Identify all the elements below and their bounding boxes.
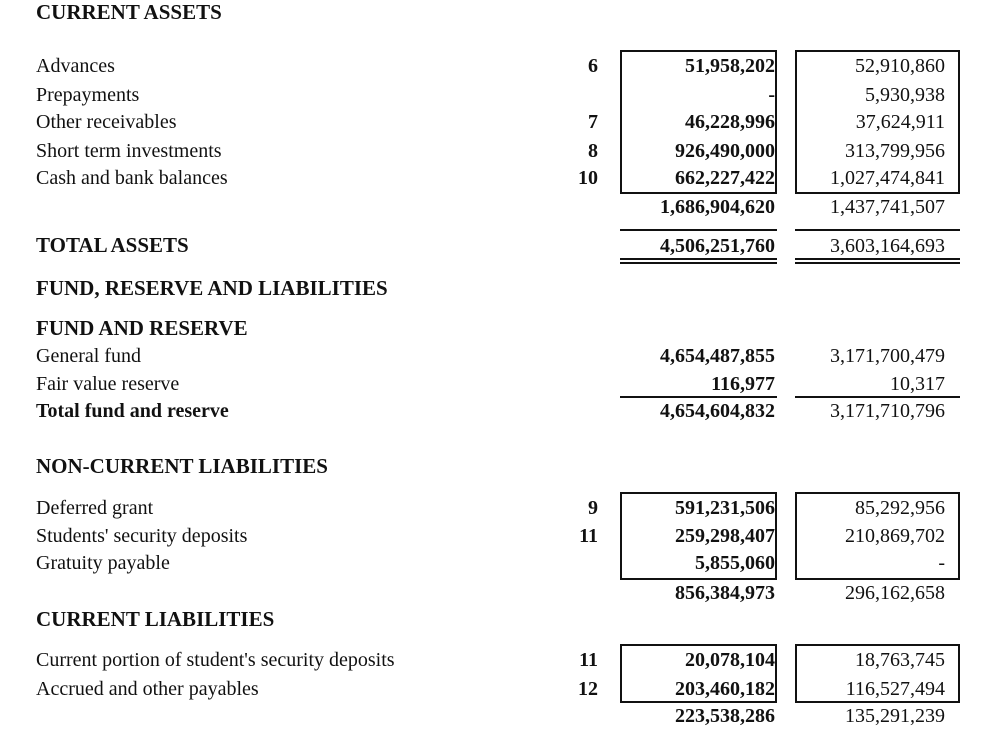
total-fund-reserve-value-prior: 3,171,710,796 [830,400,945,422]
total-fund-reserve-label: Total fund and reserve [36,400,229,422]
row-note: 6 [588,55,598,77]
row-value-prior: 5,930,938 [865,84,945,106]
subtotal-value-prior: 296,162,658 [845,582,945,604]
row-value-current: 259,298,407 [675,525,775,547]
subtotal-rule [795,396,960,398]
row-note: 9 [588,497,598,519]
subtotal-value-current: 223,538,286 [675,705,775,727]
row-label: Advances [36,55,115,77]
fund-and-reserve-heading: FUND AND RESERVE [36,316,248,340]
row-note: 12 [578,678,598,700]
row-value-prior: 116,527,494 [845,678,945,700]
row-label: General fund [36,345,141,367]
row-value-current: 4,654,487,855 [660,345,775,367]
row-note: 11 [579,649,598,671]
row-label: Prepayments [36,84,140,106]
row-label: Students' security deposits [36,525,248,547]
row-value-prior: 313,799,956 [845,140,945,162]
row-value-current: 203,460,182 [675,678,775,700]
non-current-liabilities-heading: NON-CURRENT LIABILITIES [36,454,328,478]
row-value-current: 20,078,104 [685,649,775,671]
row-label: Current portion of student's security deposits [36,649,395,671]
row-label: Cash and bank balances [36,167,228,189]
row-label: Accrued and other payables [36,678,259,700]
fund-reserve-liabilities-heading: FUND, RESERVE AND LIABILITIES [36,276,388,300]
row-value-current: 116,977 [711,373,775,395]
row-note: 10 [578,167,598,189]
row-value-current: - [768,84,775,106]
row-note: 7 [588,111,598,133]
row-value-prior: 210,869,702 [845,525,945,547]
subtotal-value-prior: 1,437,741,507 [830,196,945,218]
total-double-rule [795,258,960,264]
row-value-current: 46,228,996 [685,111,775,133]
current-assets-heading: CURRENT ASSETS [36,0,222,24]
row-value-prior: 52,910,860 [855,55,945,77]
row-value-current: 926,490,000 [675,140,775,162]
row-label: Fair value reserve [36,373,180,395]
row-value-prior: 85,292,956 [855,497,945,519]
row-value-prior: - [938,552,945,574]
subtotal-value-current: 1,686,904,620 [660,196,775,218]
row-note: 8 [588,140,598,162]
row-value-prior: 1,027,474,841 [830,167,945,189]
total-assets-value-prior: 3,603,164,693 [830,235,945,257]
total-rule-top [620,229,777,231]
subtotal-rule [620,396,777,398]
row-label: Deferred grant [36,497,154,519]
row-value-prior: 37,624,911 [855,111,945,133]
row-value-current: 591,231,506 [675,497,775,519]
subtotal-value-prior: 135,291,239 [845,705,945,727]
total-assets-value-current: 4,506,251,760 [660,235,775,257]
total-assets-label: TOTAL ASSETS [36,233,189,257]
row-value-current: 51,958,202 [685,55,775,77]
row-label: Short term investments [36,140,222,162]
row-value-current: 5,855,060 [695,552,775,574]
total-fund-reserve-value-current: 4,654,604,832 [660,400,775,422]
row-label: Gratuity payable [36,552,170,574]
total-rule-top [795,229,960,231]
total-double-rule [620,258,777,264]
row-value-prior: 10,317 [890,373,945,395]
current-liabilities-heading: CURRENT LIABILITIES [36,607,275,631]
row-note: 11 [579,525,598,547]
row-label: Other receivables [36,111,177,133]
subtotal-value-current: 856,384,973 [675,582,775,604]
row-value-prior: 18,763,745 [855,649,945,671]
row-value-prior: 3,171,700,479 [830,345,945,367]
row-value-current: 662,227,422 [675,167,775,189]
